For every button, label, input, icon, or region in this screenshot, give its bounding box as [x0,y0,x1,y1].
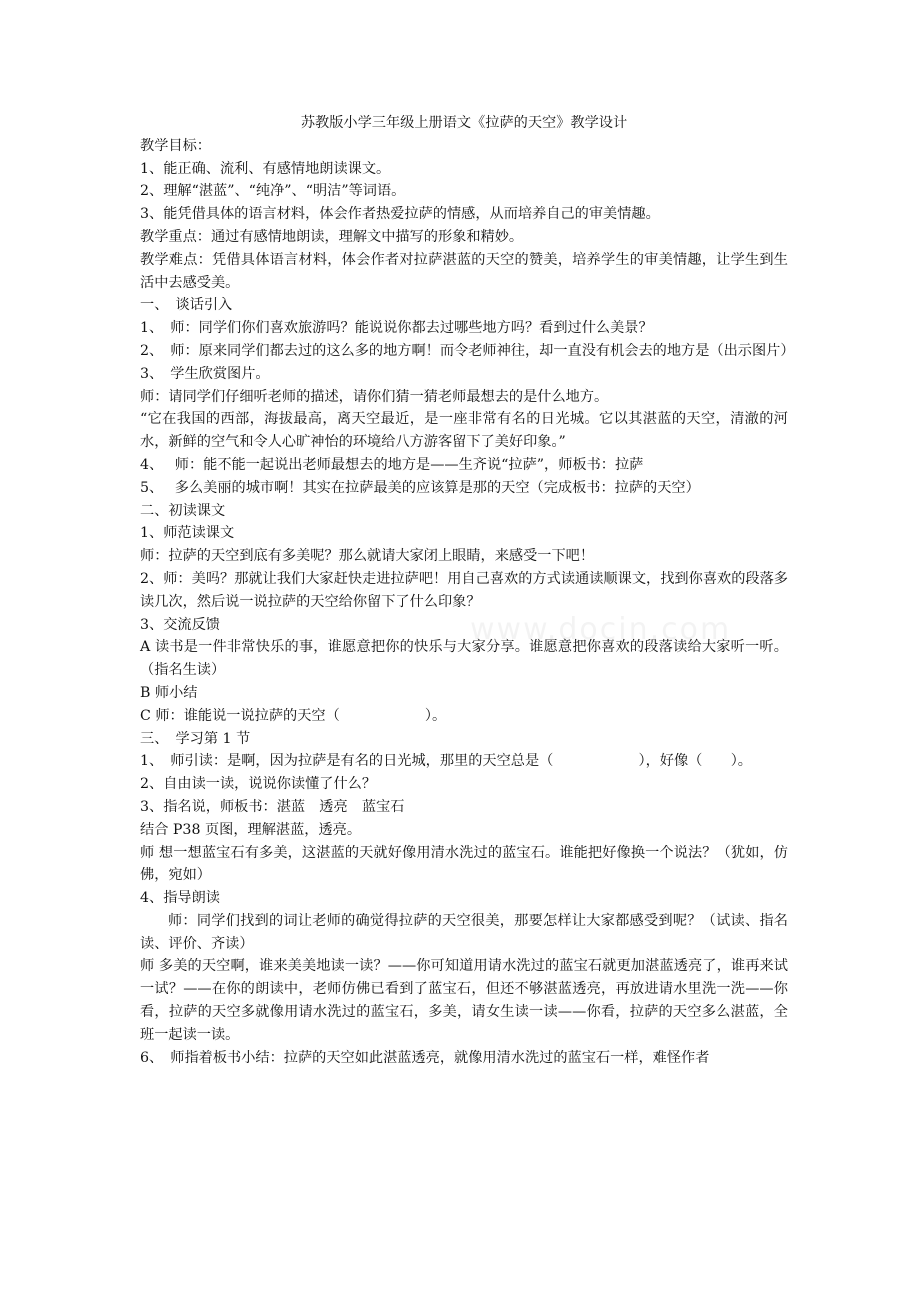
paragraph: 4、 师：能不能一起说出老师最想去的地方是——生齐说“拉萨”，师板书：拉萨 [140,456,644,473]
paragraph: 2、自由读一读，说说你读懂了什么？ [140,776,377,793]
paragraph-difficulty: 教学难点：凭借具体语言材料，体会作者对拉萨湛蓝的天空的赞美，培养学生的审美情趣，让学生到生活中去感受美。 [140,251,788,291]
document-title: 苏教版小学三年级上册语文《拉萨的天空》教学设计 [300,115,628,131]
paragraph: 师 多美的天空啊，谁来美美地读一读？——你可知道用请水洗过的蓝宝石就更加湛蓝透亮了，谁再来试一试？——在你的朗读中，老师仿佛已看到了蓝宝石，但还不够湛蓝透亮，再放进请水里洗一洗——你看，拉萨的天空多就像用请水洗过的蓝宝石，多美，请女生读一读——你看，拉萨的天空多么湛蓝，全班一起读一读。 [140,958,788,1043]
paragraph: 2、师：美吗？那就让我们大家赶快走进拉萨吧！用自己喜欢的方式读通读顺课文，找到你喜欢的段落多读几次，然后说一说拉萨的天空给你留下了什么印象？ [140,570,788,610]
paragraph: 3、指名说，师板书：湛蓝 透亮 蓝宝石 [140,798,405,815]
paragraph: A 读书是一件非常快乐的事，谁愿意把你的快乐与大家分享。谁愿意把你喜欢的段落读给大家听一听。（指名生读） [140,639,788,679]
paragraph-key-point: 教学重点：通过有感情地朗读，理解文中描写的形象和精妙。 [140,228,524,245]
paragraph: 师 想一想蓝宝石有多美，这湛蓝的天就好像用清水洗过的蓝宝石。谁能把好像换一个说法？（犹如，仿佛，宛如） [140,844,788,884]
paragraph: 结合 P38 页图，理解湛蓝，透亮。 [140,821,362,838]
section-heading: 三、 学习第 1 节 [140,730,251,747]
paragraph-quote: “它在我国的西部，海拔最高，离天空最近，是一座非常有名的日光城。它以其湛蓝的天空，清澈的河水，新鲜的空气和令人心旷神怡的环境给八方游客留下了美好印象。” [140,411,788,451]
paragraph-indented: 师：同学们找到的词让老师的确觉得拉萨的天空很美，那要怎样让大家都感受到呢？（试读、指名读、评价、齐读） [140,912,788,952]
paragraph-objectives-heading: 教学目标： [140,137,211,154]
paragraph: 2、理解“湛蓝”、“纯净”、“明洁”等词语。 [140,183,406,200]
paragraph: B 师小结 [140,684,198,701]
paragraph: 1、 师引读：是啊，因为拉萨是有名的日光城，那里的天空总是（ ），好像（ ）。 [140,753,752,770]
paragraph: 3、交流反馈 [140,616,220,633]
paragraph: 1、师范读课文 [140,525,235,542]
paragraph: 3、能凭借具体的语言材料，体会作者热爱拉萨的情感，从而培养自己的审美情趣。 [140,206,660,223]
paragraph: 1、 师：同学们你们喜欢旅游吗？能说说你都去过哪些地方吗？看到过什么美景？ [140,320,653,337]
section-heading: 二、初读课文 [140,502,226,519]
paragraph: 师：请同学们仔细听老师的描述，请你们猜一猜老师最想去的是什么地方。 [140,388,609,405]
paragraph: 6、 师指着板书小结：拉萨的天空如此湛蓝透亮，就像用清水洗过的蓝宝石一样，难怪作者 [140,1049,710,1066]
paragraph: 1、能正确、流利、有感情地朗读课文。 [140,160,391,177]
paragraph: C 师：谁能说一说拉萨的天空（ ）。 [140,707,447,724]
paragraph: 师：拉萨的天空到底有多美呢？那么就请大家闭上眼睛，来感受一下吧！ [140,548,595,565]
paragraph: 5、 多么美丽的城市啊！其实在拉萨最美的应该算是那的天空（完成板书：拉萨的天空） [140,479,700,496]
section-heading: 一、 谈话引入 [140,297,233,314]
document-page [140,112,795,1069]
paragraph: 4、指导朗读 [140,890,220,907]
paragraph: 2、 师：原来同学们都去过的这么多的地方啊！而令老师神往，却一直没有机会去的地方是（出示图片） [140,342,795,359]
paragraph: 3、 学生欣赏图片。 [140,365,270,382]
